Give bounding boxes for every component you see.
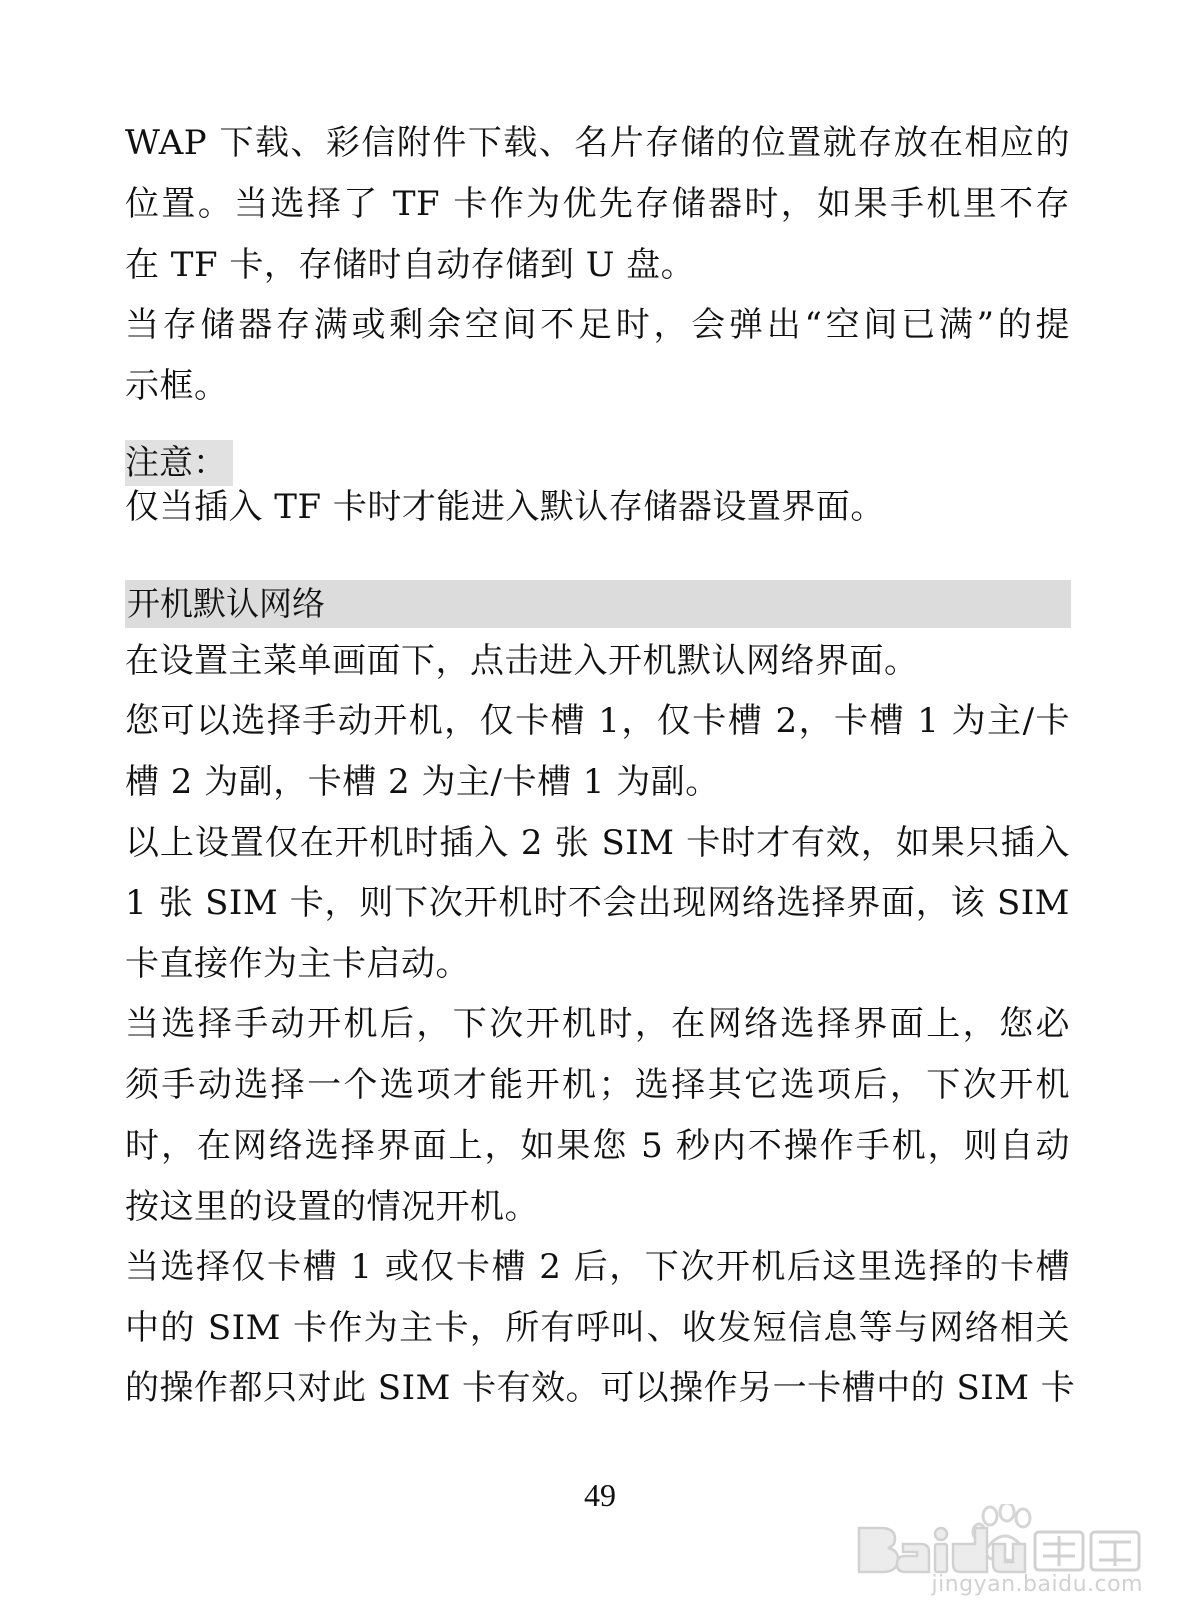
baidu-paw-logo-icon (855, 1504, 1145, 1576)
paragraph-line: 1 张 SIM 卡，则下次开机时不会出现网络选择界面，该 SIM (125, 883, 1070, 923)
paragraph-line: 中的 SIM 卡作为主卡，所有呼叫、收发短信息等与网络相关 (125, 1308, 1070, 1348)
paragraph-line: 时，在网络选择界面上，如果您 5 秒内不操作手机，则自动 (125, 1126, 1070, 1166)
paragraph-line: WAP 下载、彩信附件下载、名片存储的位置就存放在相应的 (125, 123, 1070, 163)
paragraph-line: 示框。 (125, 366, 229, 406)
note-label: 注意： (125, 440, 233, 486)
paragraph-line: 在设置主菜单画面下，点击进入开机默认网络界面。 (125, 641, 919, 681)
paragraph-line: 当选择手动开机后，下次开机时，在网络选择界面上，您必 (125, 1004, 1070, 1044)
paragraph-line: 须手动选择一个选项才能开机；选择其它选项后，下次开机 (125, 1065, 1070, 1105)
paragraph-line: 在 TF 卡，存储时自动存储到 U 盘。 (125, 245, 696, 285)
paragraph-line: 位置。当选择了 TF 卡作为优先存储器时，如果手机里不存 (125, 184, 1070, 224)
paragraph-line: 以上设置仅在开机时插入 2 张 SIM 卡时才有效，如果只插入 (125, 823, 1070, 863)
paragraph-line: 当选择仅卡槽 1 或仅卡槽 2 后，下次开机后这里选择的卡槽 (125, 1247, 1070, 1287)
watermark-url: jingyan.baidu.com (931, 1572, 1143, 1597)
baidu-watermark (855, 1504, 1145, 1604)
paragraph-line: 当存储器存满或剩余空间不足时，会弹出“空间已满”的提 (125, 305, 1070, 345)
section-title: 开机默认网络 (127, 584, 325, 623)
paragraph-line: 您可以选择手动开机，仅卡槽 1，仅卡槽 2，卡槽 1 为主/卡 (125, 701, 1070, 741)
paragraph-line: 槽 2 为副，卡槽 2 为主/卡槽 1 为副。 (125, 762, 720, 802)
page-number: 49 (584, 1477, 616, 1513)
paragraph-line: 的操作都只对此 SIM 卡有效。可以操作另一卡槽中的 SIM 卡 (125, 1368, 1076, 1408)
paragraph-line: 按这里的设置的情况开机。 (125, 1187, 539, 1227)
note-text: 仅当插入 TF 卡时才能进入默认存储器设置界面。 (125, 487, 885, 527)
paragraph-line: 卡直接作为主卡启动。 (125, 944, 470, 984)
section-heading-bar (125, 580, 1071, 628)
